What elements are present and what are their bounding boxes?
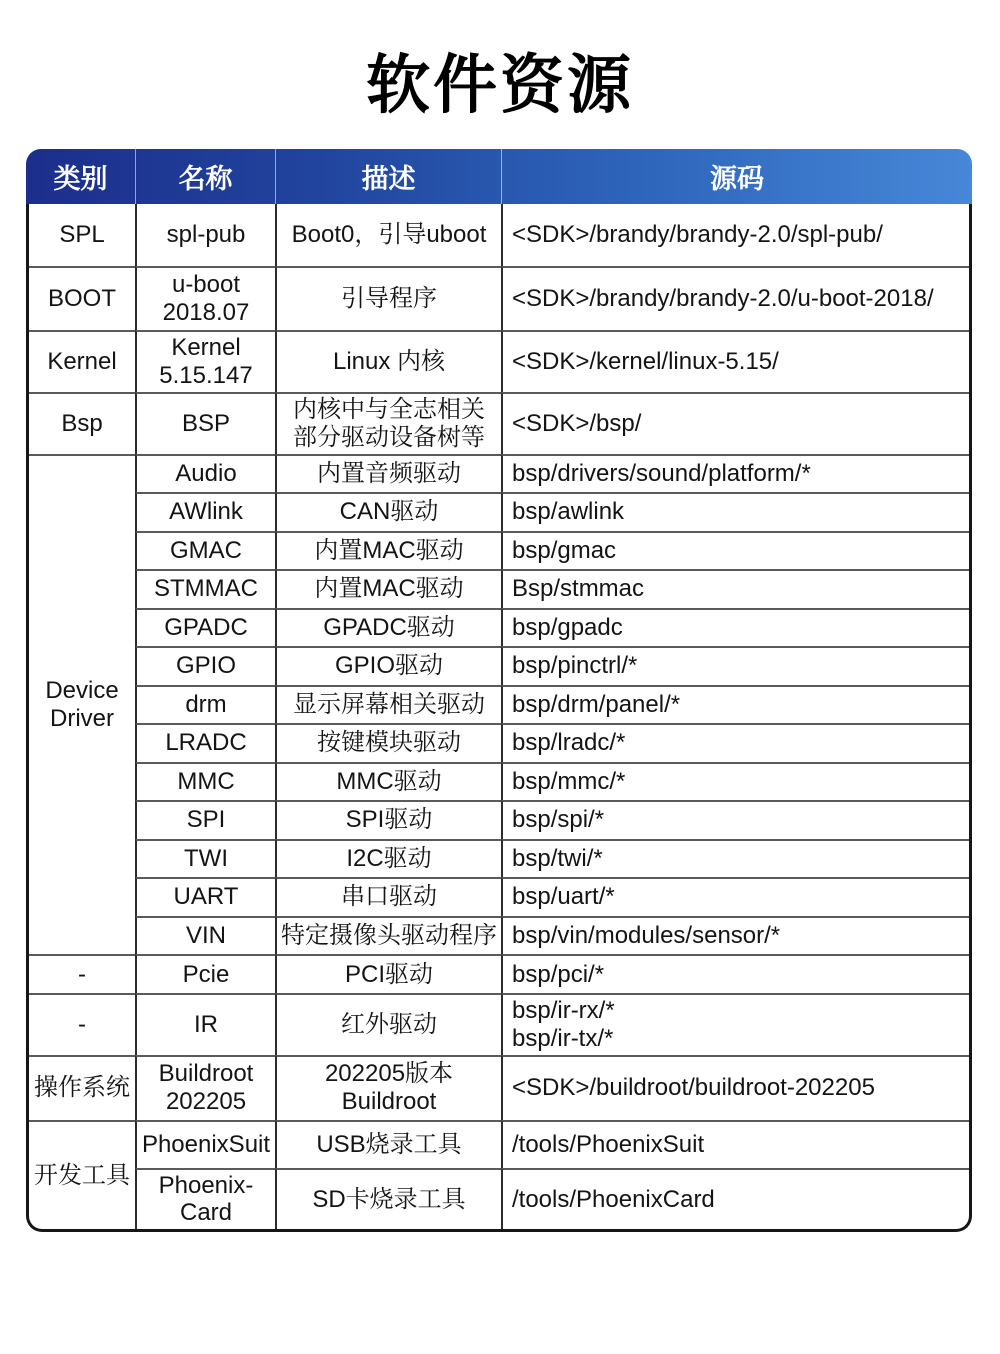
cell-text: Audio	[175, 459, 237, 487]
cell-text: 内置音频驱动	[317, 459, 461, 487]
cell-text: AWlink	[169, 498, 243, 526]
cell-text: bsp/vin/modules/sensor/*	[512, 921, 781, 949]
table-row	[29, 762, 969, 801]
name-cell	[135, 392, 275, 454]
cell-text: 开发工具	[34, 1161, 130, 1189]
name-cell	[135, 839, 275, 878]
cell-text: I2C驱动	[346, 844, 432, 872]
name-cell	[135, 723, 275, 762]
name-cell	[135, 762, 275, 801]
cell-text: bsp/awlink	[512, 498, 625, 526]
cell-text: IR	[194, 1010, 218, 1038]
cell-text: 内核中与全志相关	[293, 395, 485, 423]
cell-text: Card	[179, 1199, 233, 1227]
name-cell	[135, 800, 275, 839]
desc-cell	[275, 993, 501, 1055]
category-cell	[29, 1055, 135, 1120]
col-header-category: 类别	[53, 164, 108, 195]
source-cell	[501, 993, 969, 1055]
cell-text: Linux 内核	[332, 348, 446, 376]
desc-cell	[275, 392, 501, 454]
desc-cell	[275, 1055, 501, 1120]
cell-text: Bsp	[61, 409, 103, 437]
source-cell	[501, 569, 969, 608]
cell-text: STMMAC	[154, 575, 258, 603]
cell-text: 串口驱动	[341, 883, 437, 911]
cell-text: Buildroot	[341, 1088, 437, 1116]
table-row	[29, 492, 969, 531]
cell-text: 内置MAC驱动	[314, 536, 464, 564]
cell-text: GMAC	[170, 536, 242, 564]
cell-text: Bsp/stmmac	[512, 575, 645, 603]
category-cell	[29, 392, 135, 454]
cell-text: bsp/gmac	[512, 536, 617, 564]
name-cell	[135, 1168, 275, 1230]
desc-cell	[275, 608, 501, 647]
source-cell	[501, 954, 969, 993]
name-cell	[135, 1055, 275, 1120]
table-row	[29, 916, 969, 955]
cell-text: MMC	[177, 767, 235, 795]
cell-text: bsp/drm/panel/*	[512, 690, 681, 718]
source-cell	[501, 204, 969, 266]
cell-text: 2018.07	[162, 299, 250, 327]
cell-text: <SDK>/buildroot/buildroot-202205	[512, 1074, 875, 1102]
cell-text: Phoenix-	[158, 1171, 254, 1199]
table-row	[29, 569, 969, 608]
cell-text: -	[78, 960, 86, 988]
cell-text: /tools/PhoenixSuit	[512, 1130, 705, 1158]
table-row	[29, 608, 969, 647]
desc-cell	[275, 839, 501, 878]
cell-text: 202205版本	[324, 1060, 454, 1088]
cell-text: PhoenixSuit	[141, 1130, 271, 1158]
desc-cell	[275, 723, 501, 762]
desc-cell	[275, 204, 501, 266]
cell-text: bsp/mmc/*	[512, 767, 626, 795]
cell-text: 按键模块驱动	[317, 729, 461, 757]
category-cell	[29, 204, 135, 266]
cell-text: MMC驱动	[336, 767, 442, 795]
desc-cell	[275, 330, 501, 392]
cell-text: SD卡烧录工具	[312, 1185, 466, 1213]
cell-text: Boot0，引导uboot	[291, 221, 487, 249]
category-cell	[29, 993, 135, 1055]
table-row	[29, 993, 969, 1055]
table-row	[29, 1055, 969, 1120]
cell-text: 部分驱动设备树等	[293, 423, 485, 451]
cell-text: drm	[185, 690, 227, 718]
cell-text: bsp/ir-tx/*	[512, 1024, 614, 1052]
cell-text: Kernel	[171, 334, 241, 362]
software-resources-table	[26, 149, 972, 1232]
source-cell	[501, 646, 969, 685]
cell-text: 红外驱动	[341, 1010, 437, 1038]
cell-text: GPADC驱动	[323, 613, 455, 641]
desc-cell	[275, 266, 501, 330]
cell-text: bsp/pinctrl/*	[512, 652, 638, 680]
cell-text: CAN驱动	[339, 498, 439, 526]
cell-text: 特定摄像头驱动程序	[281, 921, 497, 949]
cell-text: PCI驱动	[344, 960, 433, 988]
cell-text: TWI	[184, 844, 228, 872]
name-cell	[135, 266, 275, 330]
name-cell	[135, 531, 275, 570]
name-cell	[135, 569, 275, 608]
source-cell	[501, 492, 969, 531]
desc-cell	[275, 1168, 501, 1230]
source-cell	[501, 877, 969, 916]
table-row	[29, 266, 969, 330]
cell-text: Kernel	[47, 348, 117, 376]
desc-cell	[275, 916, 501, 955]
cell-text: BOOT	[47, 285, 116, 313]
cell-text: bsp/lradc/*	[512, 729, 626, 757]
table-row	[29, 646, 969, 685]
category-cell	[29, 454, 135, 955]
desc-cell	[275, 454, 501, 493]
cell-text: BSP	[181, 409, 231, 437]
source-cell	[501, 1055, 969, 1120]
source-cell	[501, 531, 969, 570]
cell-text: -	[78, 1010, 86, 1038]
cell-text: bsp/twi/*	[512, 844, 603, 872]
table-row	[29, 877, 969, 916]
cell-text: GPIO驱动	[334, 652, 443, 680]
cell-text: 内置MAC驱动	[314, 575, 464, 603]
source-cell	[501, 1168, 969, 1230]
table-row	[29, 330, 969, 392]
cell-text: USB烧录工具	[316, 1130, 462, 1158]
name-cell	[135, 454, 275, 493]
table-row	[29, 954, 969, 993]
cell-text: bsp/spi/*	[512, 806, 605, 834]
table-row	[29, 723, 969, 762]
desc-cell	[275, 646, 501, 685]
desc-cell	[275, 492, 501, 531]
col-header-name: 名称	[135, 149, 275, 204]
table-row	[29, 204, 969, 266]
source-cell	[501, 392, 969, 454]
cell-text: LRADC	[165, 729, 247, 757]
cell-text: bsp/drivers/sound/platform/*	[512, 459, 811, 487]
name-cell	[135, 646, 275, 685]
cell-text: 显示屏幕相关驱动	[293, 690, 485, 718]
category-cell	[29, 954, 135, 993]
name-cell	[135, 492, 275, 531]
name-cell	[135, 608, 275, 647]
cell-text: GPIO	[175, 652, 236, 680]
source-cell	[501, 330, 969, 392]
desc-cell	[275, 800, 501, 839]
cell-text: <SDK>/brandy/brandy-2.0/u-boot-2018/	[512, 285, 934, 313]
source-cell	[501, 266, 969, 330]
cell-text: Driver	[50, 704, 114, 732]
name-cell	[135, 954, 275, 993]
source-cell	[501, 723, 969, 762]
cell-text: /tools/PhoenixCard	[512, 1185, 715, 1213]
source-cell	[501, 454, 969, 493]
desc-cell	[275, 954, 501, 993]
source-cell	[501, 762, 969, 801]
source-cell	[501, 800, 969, 839]
cell-text: 引导程序	[341, 285, 437, 313]
desc-cell	[275, 1120, 501, 1168]
desc-cell	[275, 877, 501, 916]
cell-text: UART	[173, 883, 239, 911]
cell-text: <SDK>/brandy/brandy-2.0/spl-pub/	[512, 221, 883, 249]
source-cell	[501, 1120, 969, 1168]
col-header-source: 源码	[501, 149, 972, 204]
name-cell	[135, 204, 275, 266]
page-title: 软件资源	[366, 49, 634, 121]
table-row	[29, 685, 969, 724]
cell-text: <SDK>/kernel/linux-5.15/	[512, 348, 779, 376]
name-cell	[135, 877, 275, 916]
desc-cell	[275, 569, 501, 608]
name-cell	[135, 993, 275, 1055]
cell-text: SPL	[59, 221, 105, 249]
source-cell	[501, 608, 969, 647]
cell-text: bsp/gpadc	[512, 613, 623, 641]
cell-text: Device	[45, 676, 119, 704]
name-cell	[135, 916, 275, 955]
table-body	[26, 204, 972, 1232]
source-cell	[501, 916, 969, 955]
cell-text: SPI驱动	[345, 806, 433, 834]
cell-text: 操作系统	[34, 1074, 130, 1102]
table-row	[29, 1120, 969, 1168]
desc-cell	[275, 762, 501, 801]
name-cell	[135, 685, 275, 724]
cell-text: <SDK>/bsp/	[512, 409, 642, 437]
cell-text: bsp/pci/*	[512, 960, 605, 988]
table-row	[29, 531, 969, 570]
name-cell	[135, 330, 275, 392]
cell-text: VIN	[185, 921, 226, 949]
table-row	[29, 800, 969, 839]
source-cell	[501, 839, 969, 878]
cell-text: Pcie	[182, 960, 230, 988]
col-header-description: 描述	[275, 149, 501, 204]
source-cell	[501, 685, 969, 724]
name-cell	[135, 1120, 275, 1168]
table-row	[29, 839, 969, 878]
cell-text: bsp/ir-rx/*	[512, 997, 615, 1024]
table-row	[29, 1168, 969, 1230]
cell-text: 5.15.147	[159, 362, 253, 390]
desc-cell	[275, 685, 501, 724]
cell-text: SPI	[186, 806, 226, 834]
table-header-row	[26, 149, 972, 204]
table-row	[29, 454, 969, 493]
cell-text: Buildroot	[158, 1060, 254, 1088]
category-cell	[29, 1120, 135, 1230]
cell-text: bsp/uart/*	[512, 883, 615, 911]
cell-text: GPADC	[164, 613, 248, 641]
category-cell	[29, 266, 135, 330]
table-row	[29, 392, 969, 454]
cell-text: u-boot	[171, 271, 241, 299]
cell-text: spl-pub	[166, 221, 246, 249]
desc-cell	[275, 531, 501, 570]
category-cell	[29, 330, 135, 392]
cell-text: 202205	[165, 1088, 247, 1116]
